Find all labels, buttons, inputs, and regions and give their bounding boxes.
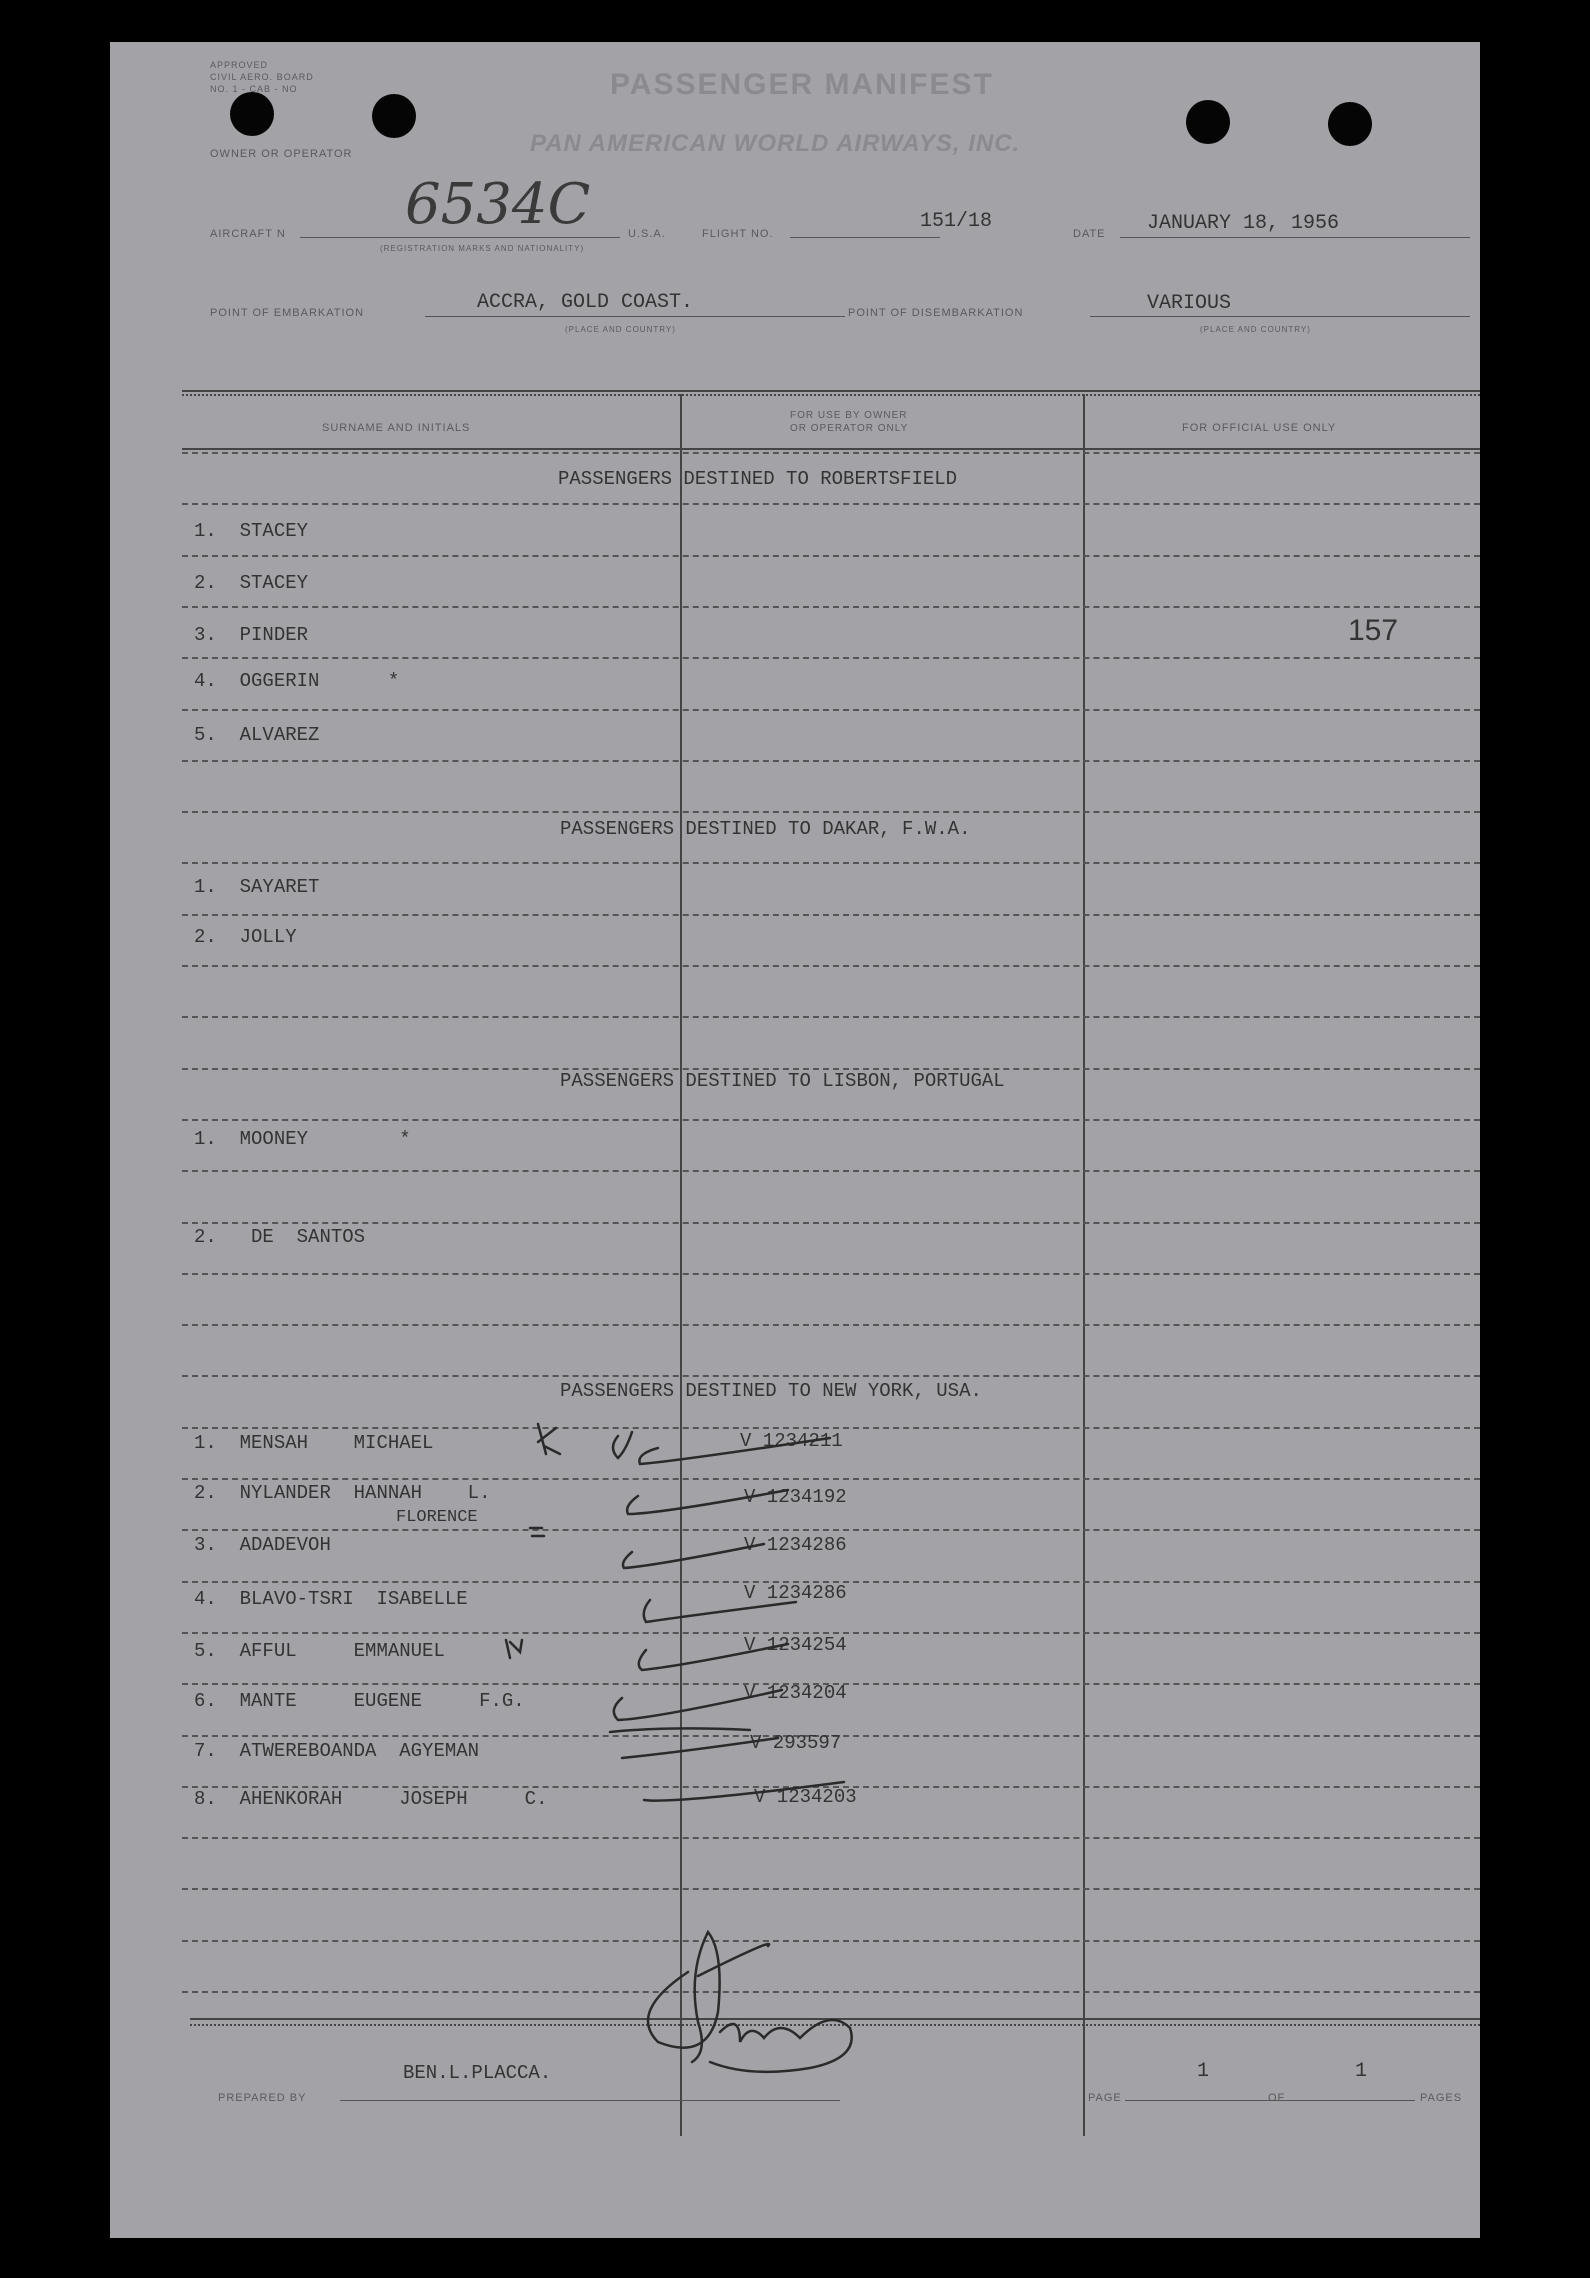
usa-label: U.S.A.	[628, 228, 666, 240]
passenger-name: DE SANTOS	[239, 1226, 366, 1248]
section-heading-robertsfield: PASSENGERS DESTINED TO ROBERTSFIELD	[558, 468, 958, 490]
of-value: 1	[1355, 2060, 1368, 2083]
column-header-official: FOR OFFICIAL USE ONLY	[1182, 422, 1337, 434]
passport-ref: V 1234286	[744, 1534, 847, 1556]
row-number: 1.	[194, 1432, 217, 1454]
row-number: 1.	[194, 876, 217, 898]
embarkation-label: POINT OF EMBARKATION	[210, 307, 365, 319]
check-mark	[613, 1432, 830, 1464]
column-header-owner-use: FOR USE BY OWNER	[790, 410, 908, 421]
passenger-name: JOLLY	[239, 926, 297, 948]
prepared-by-value: BEN.L.PLACCA.	[403, 2062, 552, 2084]
approval-line: APPROVED	[210, 60, 269, 70]
passport-ref: V 1234211	[740, 1430, 843, 1452]
passenger-name: MANTE EUGENE F.G.	[239, 1690, 525, 1712]
row-number: 5.	[194, 1640, 217, 1662]
form-title: PASSENGER MANIFEST	[610, 68, 994, 101]
row-number: 4.	[194, 1588, 217, 1610]
row-number: 4.	[194, 670, 217, 692]
pages-label: PAGES	[1420, 2092, 1463, 2104]
approval-line: CIVIL AERO. BOARD	[210, 72, 314, 82]
passenger-name: ADADEVOH	[239, 1534, 331, 1556]
passenger-name: ALVAREZ	[239, 724, 320, 746]
manifest-sheet	[110, 42, 1480, 2238]
date-label: DATE	[1073, 228, 1106, 240]
column-header-owner-use: OR OPERATOR ONLY	[790, 423, 909, 434]
given-name-note: FLORENCE	[396, 1508, 478, 1527]
check-mark	[627, 1490, 788, 1514]
signature	[648, 1932, 852, 2072]
row-number: 6.	[194, 1690, 217, 1712]
row-number: 2.	[194, 572, 217, 594]
passport-ref: V 1234204	[744, 1682, 847, 1704]
check-mark	[644, 1600, 796, 1622]
passport-ref: V 1234286	[744, 1582, 847, 1604]
signature-flourish	[698, 1944, 769, 1976]
passenger-name: BLAVO-TSRI ISABELLE	[239, 1588, 468, 1610]
column-header-surname: SURNAME AND INITIALS	[322, 422, 471, 434]
section-heading-lisbon: PASSENGERS DESTINED TO LISBON, PORTUGAL	[560, 1070, 1005, 1092]
passenger-name: OGGERIN *	[239, 670, 400, 692]
aircraft-value: 6534C	[405, 172, 591, 237]
prepared-by-label: PREPARED BY	[218, 2092, 307, 2104]
passenger-name: MOONEY *	[239, 1128, 411, 1150]
passenger-name: PINDER	[239, 624, 309, 646]
passenger-name: MENSAH MICHAEL	[239, 1432, 434, 1454]
check-mark	[639, 1644, 788, 1670]
check-mark	[610, 1690, 782, 1732]
embarkation-value: ACCRA, GOLD COAST.	[477, 291, 694, 314]
check-mark	[644, 1782, 844, 1801]
check-marks	[110, 42, 1480, 2238]
check-mark	[622, 1738, 778, 1758]
disembarkation-caption: (PLACE AND COUNTRY)	[1200, 325, 1311, 334]
registration-caption: (REGISTRATION MARKS AND NATIONALITY)	[380, 244, 585, 253]
row-number: 5.	[194, 724, 217, 746]
initial-mark	[538, 1424, 560, 1454]
passenger-name: AHENKORAH JOSEPH C.	[239, 1788, 548, 1810]
aircraft-label: AIRCRAFT N	[210, 228, 286, 240]
row-number: 1.	[194, 520, 217, 542]
row-number: 3.	[194, 1534, 217, 1556]
row-number: 2.	[194, 926, 217, 948]
embarkation-caption: (PLACE AND COUNTRY)	[565, 325, 676, 334]
check-mark	[623, 1544, 764, 1568]
owner-operator-name: PAN AMERICAN WORLD AIRWAYS, INC.	[530, 130, 1021, 157]
passenger-name: STACEY	[239, 572, 309, 594]
of-label: OF	[1268, 2092, 1286, 2104]
row-number: 2.	[194, 1226, 217, 1248]
passport-ref: V 1234254	[744, 1634, 847, 1656]
page-value: 1	[1197, 2060, 1210, 2083]
row-number: 1.	[194, 1128, 217, 1150]
page-label: PAGE	[1088, 2092, 1122, 2104]
section-heading-new-york: PASSENGERS DESTINED TO NEW YORK, USA.	[560, 1380, 982, 1402]
date-value: JANUARY 18, 1956	[1147, 212, 1340, 235]
owner-operator-label: OWNER OR OPERATOR	[210, 148, 353, 160]
disembarkation-value: VARIOUS	[1147, 292, 1232, 315]
row-number: 3.	[194, 624, 217, 646]
passenger-name: AFFUL EMMANUEL	[239, 1640, 445, 1662]
passenger-name: STACEY	[239, 520, 309, 542]
row-number: 8.	[194, 1788, 217, 1810]
passenger-name: SAYARET	[239, 876, 320, 898]
initial-mark	[530, 1528, 544, 1536]
row-number: 2.	[194, 1482, 217, 1504]
flight-value: 151/18	[920, 210, 993, 233]
passenger-name: NYLANDER HANNAH L.	[239, 1482, 491, 1504]
section-heading-dakar: PASSENGERS DESTINED TO DAKAR, F.W.A.	[560, 818, 971, 840]
passport-ref: V 1234192	[744, 1486, 847, 1508]
initial-mark	[506, 1640, 522, 1658]
approval-line: NO. 1 - CAB - NO	[210, 84, 298, 94]
passport-ref: V 293597	[750, 1732, 842, 1754]
row-number: 7.	[194, 1740, 217, 1762]
passport-ref: V 1234203	[754, 1786, 857, 1808]
flight-label: FLIGHT NO.	[702, 228, 774, 240]
official-note: 157	[1348, 614, 1399, 647]
disembarkation-label: POINT OF DISEMBARKATION	[848, 307, 1024, 319]
passenger-name: ATWEREBOANDA AGYEMAN	[239, 1740, 480, 1762]
